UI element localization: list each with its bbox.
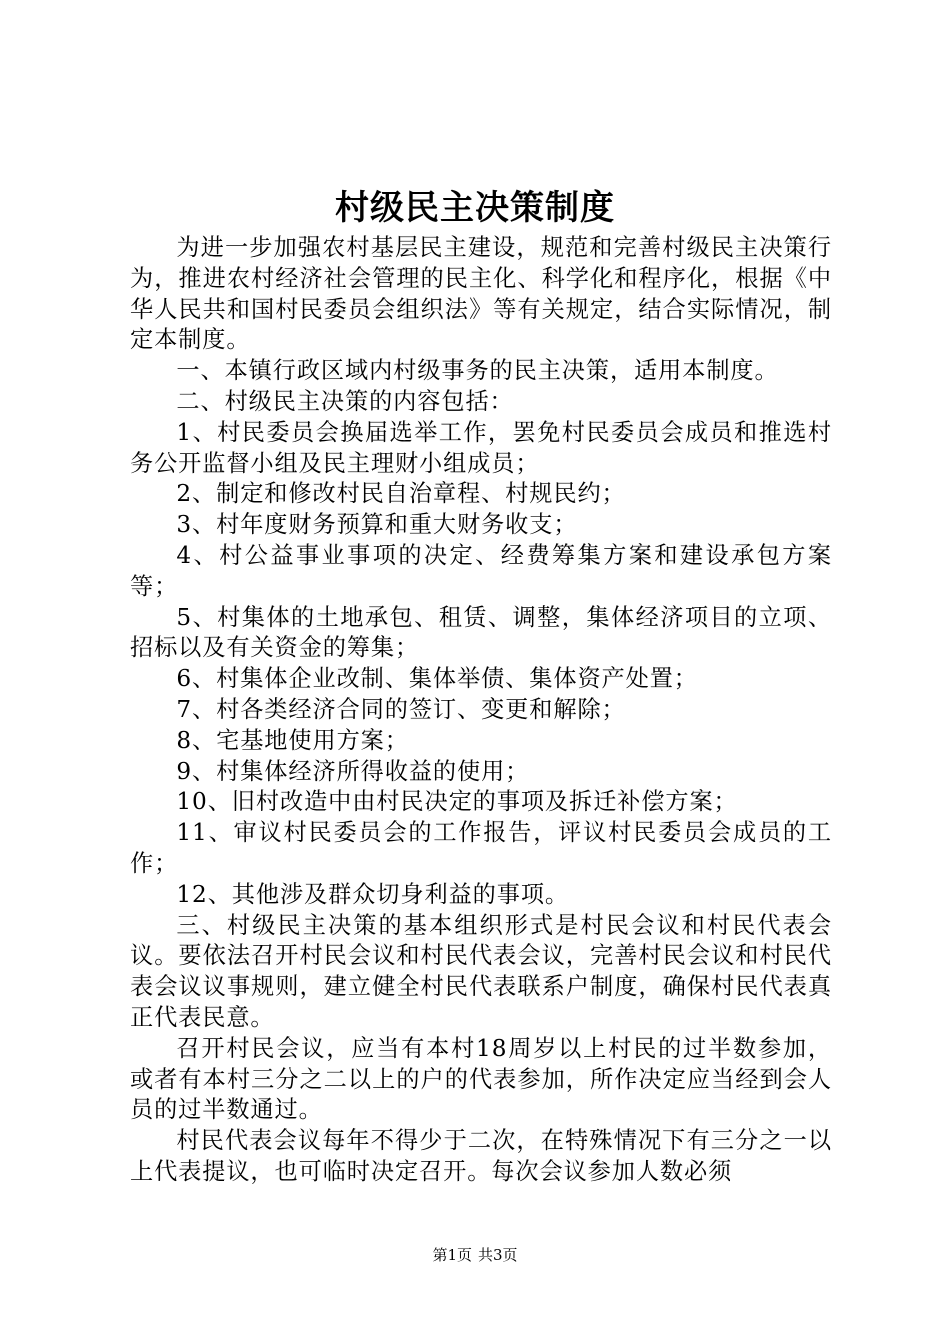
document-body (130, 233, 832, 1188)
paragraph: 一、本镇行政区域内村级事务的民主决策，适用本制度。 (176, 357, 779, 385)
paragraph: 8、宅基地使用方案； (176, 726, 409, 754)
paragraph: 2、制定和修改村民自治章程、村规民约； (176, 480, 626, 508)
paragraph: 11、审议村民委员会的工作报告，评议村民委员会成员的工作； (130, 819, 832, 877)
paragraph: 5、村集体的土地承包、租赁、调整，集体经济项目的立项、招标以及有关资金的筹集； (130, 603, 832, 662)
paragraph: 4、村公益事业事项的决定、经费筹集方案和建设承包方案等； (130, 541, 832, 600)
paragraph: 村民代表会议每年不得少于二次，在特殊情况下有三分之一以上代表提议，也可临时决定召开。每次会议参加人数必须 (130, 1127, 832, 1185)
paragraph: 三、村级民主决策的基本组织形式是村民会议和村民代表会议。要依法召开村民会议和村民代表会议，完善村民会议和村民代表会议议事规则，建立健全村民代表联系户制度，确保村民代表真正代表民意。 (130, 911, 832, 1031)
paragraph: 二、村级民主决策的内容包括： (176, 387, 514, 415)
paragraph: 为进一步加强农村基层民主建设，规范和完善村级民主决策行为，推进农村经济社会管理的民主化、科学化和程序化，根据《中华人民共和国村民委员会组织法》等有关规定，结合实际情况，制定本制度。 (130, 234, 832, 354)
paragraph: 3、村年度财务预算和重大财务收支； (176, 511, 578, 539)
paragraph: 6、村集体企业改制、集体举债、集体资产处置； (176, 665, 698, 693)
paragraph: 9、村集体经济所得收益的使用； (176, 757, 530, 785)
paragraph: 7、村各类经济合同的签订、变更和解除； (176, 695, 626, 723)
paragraph: 10、旧村改造中由村民决定的事项及拆迁补偿方案； (176, 788, 738, 816)
page-total: 共3页 (478, 1246, 518, 1264)
page-number: 第1页 (432, 1246, 472, 1264)
page-footer (0, 1244, 950, 1266)
paragraph: 召开村民会议，应当有本村18周岁以上村民的过半数参加，或者有本村三分之二以上的户的代表参加，所作决定应当经到会人员的过半数通过。 (130, 1034, 832, 1124)
paragraph: 1、村民委员会换届选举工作，罢免村民委员会成员和推选村务公开监督小组及民主理财小组成员； (130, 418, 832, 477)
document-title: 村级民主决策制度 (335, 188, 615, 228)
paragraph: 12、其他涉及群众切身利益的事项。 (176, 880, 570, 908)
